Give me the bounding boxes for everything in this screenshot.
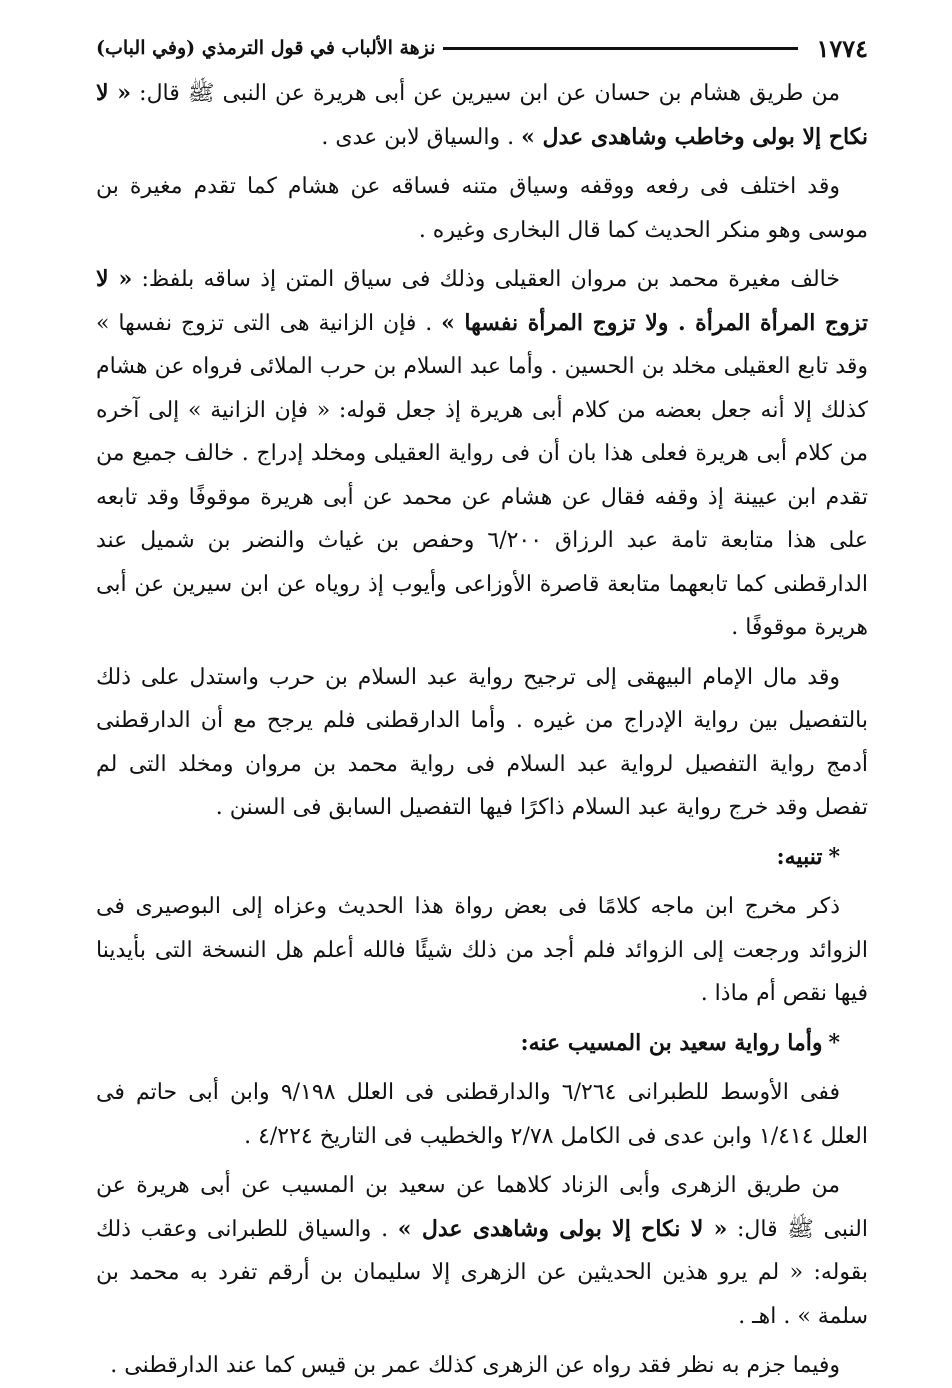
running-header (96, 28, 868, 68)
note-heading (96, 836, 868, 880)
paragraph-mughira (96, 258, 868, 650)
paragraph-text: من طريق الزهرى وأبى الزناد كلاهما عن سعيد بن المسيب عن أبى هريرة عن النبى ﷺ قال: (96, 1173, 868, 1242)
paragraph-bayhaqi: وقد مال الإمام البيهقى إلى ترجيح رواية عبد السلام بن حرب واستدل على ذلك بالتفصيل بين رواية الإدراج من غيره . وأما الدارقطنى فلم يرجح مع أن الدارقطنى أدمج رواية التفصيل لرواية عبد السلام فى رواية محمد بن مروان ومخلد التى لم تفصل وقد خرج رواية عبد السلام ذاكرًا فيها التفصيل السابق فى السنن . (96, 664, 868, 820)
page-number: ١٧٧٤ (816, 33, 868, 63)
paragraph-hadith-hisham (96, 72, 868, 159)
book-page (96, 28, 868, 1378)
star-marker: * (828, 1029, 840, 1056)
note-heading-label: تنبيه: (776, 843, 823, 870)
paragraph-text: من طريق هشام بن حسان عن ابن سيرين عن أبى هريرة عن النبى ﷺ قال: (131, 81, 840, 106)
hadith-quote: « لا نكاح إلا بولى وخاطب وشاهدى عدل » (96, 80, 868, 150)
paragraph-text: . فإن الزانية هى التى تزوج نفسها » وقد تابع العقيلى مخلد بن الحسين . وأما عبد السلام بن حرب الملائى فرواه عن هشام كذلك إلا أنه جعل بعضه من كلام أبى هريرة إذ جعل قوله: « فإن الزانية » إلى آخره من كلام أبى هريرة فعلى هذا بان أن فى رواية العقيلى ومخلد إدراج . خالف جميع من تقدم ابن عيينة إذ وقفه فقال عن هشام عن محمد عن أبى هريرة موقوفًا وقد تابعه على هذا متابعة تامة عبد الرزاق ٦/٢٠٠ وحفص بن غياث والنضر بن شميل عند الدارقطنى كما تابعهما متابعة قاصرة الأوزاعى وأيوب إذ روياه عن ابن سيرين عن أبى هريرة موقوفًا . (96, 310, 868, 640)
hadith-quote: « لا نكاح إلا بولى وشاهدى عدل » (397, 1215, 728, 1242)
paragraph-note: ذكر مخرج ابن ماجه كلامًا فى بعض رواة هذا الحديث وعزاه إلى البوصيرى فى الزوائد ورجعت إلى الزوائد فلم أجد من ذلك شيئًا فالله أعلم هل النسخة التى بأيدينا فيها نقص أم ماذا . (96, 894, 868, 1006)
star-marker: * (828, 843, 840, 870)
section-heading-said (96, 1022, 868, 1066)
hadith-quote: « لا تزوج المرأة المرأة . ولا تزوج المرأة نفسها » (96, 266, 868, 336)
page-content (96, 72, 868, 1388)
paragraph-sources: ففى الأوسط للطبرانى ٦/٢٦٤ والدارقطنى فى العلل ٩/١٩٨ وابن أبى حاتم فى العلل ١/٤١٤ وابن عدى فى الكامل ٢/٧٨ والخطيب فى التاريخ ٤/٢٢٤ . (96, 1080, 868, 1149)
paragraph-ikhtilaf: وقد اختلف فى رفعه ووقفه وسياق متنه فساقه عن هشام كما تقدم مغيرة بن موسى وهو منكر الحديث كما قال البخارى وغيره . (96, 174, 868, 243)
section-heading-label: وأما رواية سعيد بن المسيب عنه: (520, 1029, 823, 1056)
paragraph-text: خالف مغيرة محمد بن مروان العقيلى وذلك فى سياق المتن إذ ساقه بلفظ: (132, 267, 840, 292)
header-rule (443, 47, 798, 50)
paragraph-text: . والسياق لابن عدى . (321, 124, 522, 150)
book-title: نزهة الألباب في قول الترمذي (وفي الباب) (96, 37, 436, 59)
paragraph-conclusion: وفيما جزم به نظر فقد رواه عن الزهرى كذلك عمر بن قيس كما عند الدارقطنى . (110, 1353, 840, 1378)
paragraph-text: . والسياق للطبرانى وعقب ذلك بقوله: « لم يرو هذين الحديثين عن الزهرى إلا سليمان بن أرقم تفرد به محمد بن سلمة » . اهـ . (96, 1216, 868, 1329)
paragraph-zuhri (96, 1164, 868, 1338)
